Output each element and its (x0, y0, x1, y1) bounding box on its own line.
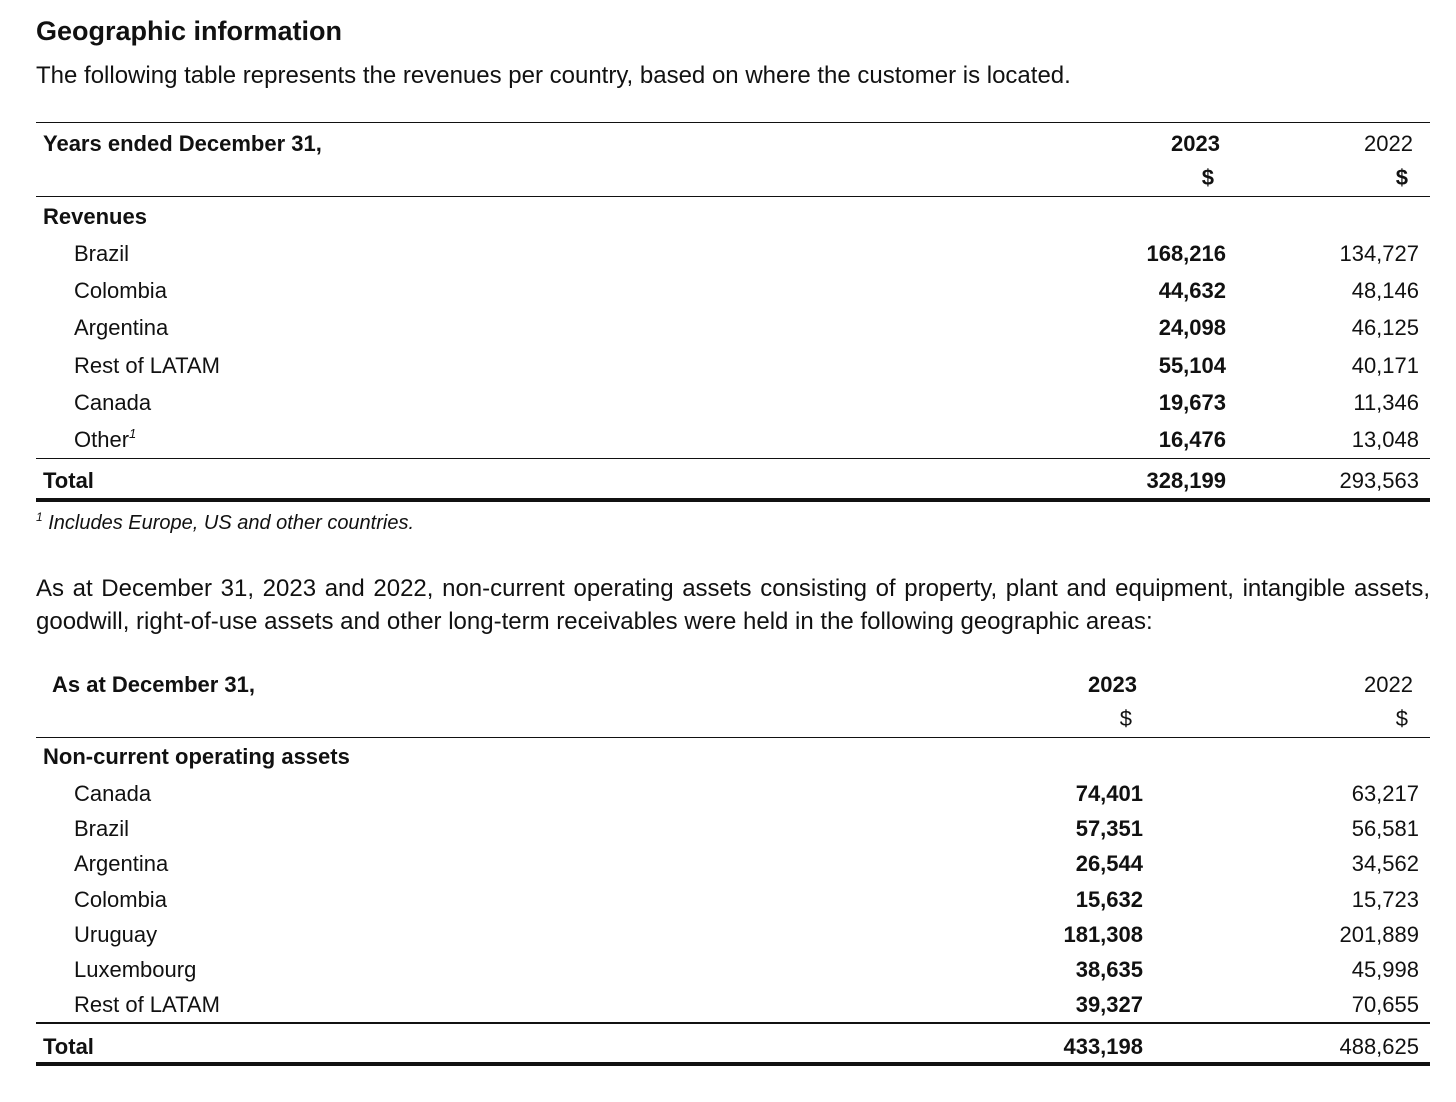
header-label: Years ended December 31, (43, 131, 322, 156)
value-2023: 39,327 (1075, 992, 1143, 1018)
value-2023: 26,544 (1075, 851, 1143, 877)
table-row (36, 386, 1430, 420)
row-label-text: Rest of LATAM (74, 352, 220, 378)
row-label (74, 812, 129, 846)
table-row (36, 812, 1430, 846)
row-label (74, 953, 196, 987)
value-2022: 63,217 (1351, 781, 1419, 806)
table-row (36, 423, 1430, 457)
row-label-text: Canada (74, 781, 152, 806)
value-2022: 134,727 (1339, 241, 1419, 266)
assets-total-row (36, 1030, 1430, 1064)
value-2023: 55,104 (1158, 352, 1226, 378)
value-2022: 34,562 (1351, 851, 1419, 877)
row-label-text: Luxembourg (74, 957, 197, 982)
col-2023-header: 2023 (1171, 131, 1220, 156)
value-2022: 46,125 (1351, 315, 1419, 341)
value-2022: 201,889 (1339, 921, 1419, 947)
row-label (74, 311, 168, 345)
row-label-text: Brazil (74, 816, 130, 842)
section-label-row (36, 200, 1430, 234)
value-2023: 74,401 (1075, 781, 1143, 806)
col-2022-header: 2022 (1364, 131, 1413, 156)
footnote-mark: 1 (36, 510, 43, 524)
assets-total-2022: 488,625 (1339, 1034, 1419, 1059)
assets-section-label-row (36, 740, 1430, 774)
currency-row (36, 161, 1430, 195)
row-label-text: Uruguay (74, 921, 158, 947)
table-row (36, 349, 1430, 383)
assets-col-2023-header: 2023 (1088, 672, 1137, 697)
table-row (36, 777, 1430, 811)
table-row (36, 953, 1430, 987)
assets-header-rule (36, 737, 1430, 738)
total-2022: 293,563 (1339, 468, 1419, 493)
row-label (74, 988, 220, 1022)
row-label-text: Argentina (74, 315, 169, 341)
assets-total-2023: 433,198 (1063, 1034, 1143, 1059)
row-label-text: Other (74, 427, 130, 452)
footnote (36, 512, 414, 535)
assets-currency-2022: $ (1395, 706, 1408, 731)
row-label (74, 237, 129, 271)
value-2022: 48,146 (1351, 278, 1419, 304)
assets-col-2022-header: 2022 (1364, 672, 1413, 697)
value-2023: 181,308 (1063, 921, 1143, 947)
row-label (74, 777, 151, 811)
value-2023: 16,476 (1158, 427, 1226, 452)
bottom-double-rule (36, 498, 1430, 502)
assets-section-label: Non-current operating assets (43, 744, 350, 769)
currency-2022: $ (1395, 165, 1408, 190)
row-label (74, 918, 157, 952)
currency-2023: $ (1201, 165, 1214, 190)
value-2022: 45,998 (1351, 957, 1419, 982)
value-2023: 15,632 (1075, 886, 1143, 912)
total-label: Total (43, 468, 94, 493)
assets-currency-row (36, 702, 1430, 736)
row-label-text: Colombia (74, 886, 167, 912)
value-2022: 11,346 (1353, 389, 1419, 415)
intro-text: The following table represents the revenues per country, based on where the customer is located. (36, 62, 1071, 89)
table-row (36, 274, 1430, 308)
table-row (36, 237, 1430, 271)
value-2022: 70,655 (1351, 992, 1419, 1018)
table-top-rule (36, 122, 1430, 123)
table-row (36, 918, 1430, 952)
row-label (74, 423, 136, 457)
row-label-text: Rest of LATAM (74, 992, 220, 1018)
table-row (36, 847, 1430, 881)
row-label-text: Colombia (74, 278, 167, 304)
section-label: Revenues (43, 204, 147, 229)
value-2022: 40,171 (1351, 352, 1419, 378)
total-2023: 328,199 (1146, 468, 1226, 493)
table-row (36, 988, 1430, 1022)
value-2022: 56,581 (1351, 816, 1419, 842)
assets-header-label: As at December 31, (52, 672, 255, 697)
value-2023: 168,216 (1146, 241, 1226, 266)
value-2023: 24,098 (1158, 315, 1226, 341)
value-2022: 15,723 (1351, 886, 1419, 912)
row-label-text: Canada (74, 389, 152, 415)
assets-bottom-rule (36, 1062, 1430, 1066)
table-row (36, 311, 1430, 345)
assets-total-rule (36, 1022, 1430, 1024)
total-row (36, 464, 1430, 498)
header-rule (36, 196, 1430, 197)
table-header-row (36, 127, 1430, 161)
row-label (74, 883, 167, 917)
footnote-text: Includes Europe, US and other countries. (48, 512, 415, 534)
value-2023: 38,635 (1075, 957, 1143, 982)
total-rule (36, 458, 1430, 459)
row-label (74, 386, 151, 420)
section-heading: Geographic information (36, 16, 343, 46)
row-label (74, 847, 168, 881)
row-label (74, 349, 220, 383)
value-2023: 57,351 (1075, 816, 1143, 842)
value-2023: 44,632 (1158, 278, 1226, 304)
footnote-ref: 1 (129, 426, 137, 441)
value-2023: 19,673 (1158, 389, 1226, 415)
row-label (74, 274, 167, 308)
value-2022: 13,048 (1351, 427, 1419, 452)
assets-currency-2023: $ (1119, 706, 1132, 731)
assets-paragraph: As at December 31, 2023 and 2022, non-current operating assets consisting of property, plant and equipment, intangible assets, goodwill, right-of-use assets and other long-term receivables were held in the following geographic areas: (36, 575, 1430, 635)
assets-header-row (36, 668, 1430, 702)
row-label-text: Brazil (74, 241, 130, 266)
assets-total-label: Total (43, 1034, 94, 1059)
row-label-text: Argentina (74, 851, 169, 877)
table-row (36, 883, 1430, 917)
